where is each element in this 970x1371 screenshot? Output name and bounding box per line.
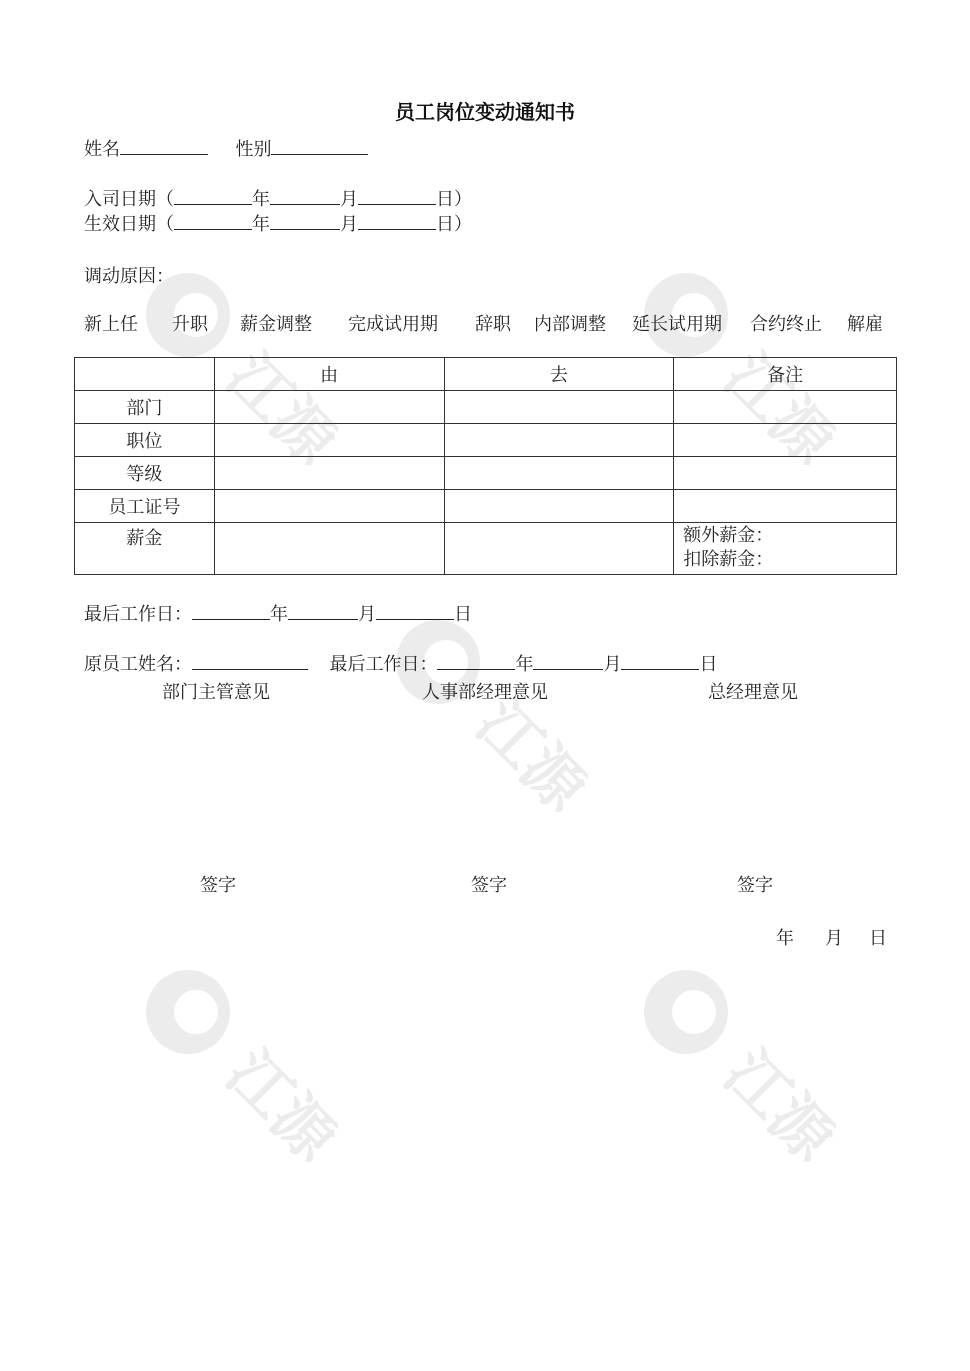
table-header-to: 去: [444, 358, 674, 391]
last-day-year-blank[interactable]: [192, 601, 270, 620]
effective-month-blank[interactable]: [270, 211, 340, 230]
day-label: 日: [454, 604, 472, 625]
department-remarks-cell[interactable]: [674, 391, 897, 424]
final-date-month: 月: [825, 928, 843, 949]
reason-option-解雇[interactable]: 解雇: [847, 314, 883, 335]
former-name-blank[interactable]: [192, 651, 308, 670]
effective-date-row: [84, 210, 472, 236]
year-label: 年: [252, 214, 270, 235]
former-month-blank[interactable]: [533, 651, 603, 670]
change-table: [74, 357, 897, 575]
extra-salary-label: 额外薪金：: [683, 525, 774, 546]
name-blank[interactable]: [120, 136, 208, 155]
join-date-label: 入司日期（: [84, 189, 174, 210]
effective-day-blank[interactable]: [358, 211, 436, 230]
gender-blank[interactable]: [271, 136, 368, 155]
table-row: [75, 457, 897, 490]
employee-id-to-cell[interactable]: [444, 490, 674, 523]
effective-date-label: 生效日期（: [84, 214, 174, 235]
reason-option-合约终止[interactable]: 合约终止: [750, 314, 822, 335]
table-header-row: [75, 358, 897, 391]
reason-option-升职[interactable]: 升职: [172, 314, 208, 335]
watermark-text: 江源: [462, 686, 588, 812]
row-label-employee-id: 员工证号: [75, 490, 215, 523]
position-from-cell[interactable]: [214, 424, 444, 457]
join-day-blank[interactable]: [358, 186, 436, 205]
former-name-label: 原员工姓名：: [84, 654, 192, 675]
former-employee-row: [84, 650, 717, 676]
dept-manager-opinion-label: 部门主管意见: [162, 682, 270, 703]
day-label: 日）: [436, 214, 472, 235]
join-year-blank[interactable]: [174, 186, 252, 205]
row-label-department: 部门: [75, 391, 215, 424]
year-label: 年: [252, 189, 270, 210]
last-working-day-label: 最后工作日：: [84, 604, 192, 625]
table-header-remarks: 备注: [674, 358, 897, 391]
day-label: 日）: [436, 189, 472, 210]
signature-label-hr: 签字: [471, 875, 507, 896]
month-label: 月: [603, 654, 622, 675]
row-label-grade: 等级: [75, 457, 215, 490]
watermark-logo: [138, 962, 338, 1162]
gender-label: 性别: [235, 139, 272, 160]
employee-id-from-cell[interactable]: [214, 490, 444, 523]
former-last-day-label: 最后工作日：: [329, 654, 438, 675]
last-day-day-blank[interactable]: [376, 601, 454, 620]
name-label: 姓名: [84, 139, 120, 160]
final-date-year: 年: [776, 928, 794, 949]
watermark-text: 江源: [212, 339, 338, 465]
position-remarks-cell[interactable]: [674, 424, 897, 457]
former-year-blank[interactable]: [437, 651, 515, 670]
reason-option-延长试用期[interactable]: 延长试用期: [632, 314, 722, 335]
row-label-salary: 薪金: [75, 523, 215, 575]
department-from-cell[interactable]: [214, 391, 444, 424]
table-row: [75, 523, 897, 575]
effective-year-blank[interactable]: [174, 211, 252, 230]
document-title: 员工岗位变动通知书: [395, 100, 575, 124]
department-to-cell[interactable]: [444, 391, 674, 424]
table-row: [75, 424, 897, 457]
reason-option-内部调整[interactable]: 内部调整: [534, 314, 606, 335]
last-working-day-row: [84, 600, 472, 626]
position-to-cell[interactable]: [444, 424, 674, 457]
join-date-row: [84, 185, 472, 211]
watermark-logo: [636, 962, 836, 1162]
month-label: 月: [340, 214, 358, 235]
hr-manager-opinion-label: 人事部经理意见: [422, 682, 548, 703]
employee-id-remarks-cell[interactable]: [674, 490, 897, 523]
watermark-text: 江源: [212, 1036, 338, 1162]
table-row: [75, 391, 897, 424]
table-row: [75, 490, 897, 523]
last-day-month-blank[interactable]: [288, 601, 358, 620]
grade-to-cell[interactable]: [444, 457, 674, 490]
reason-option-辞职[interactable]: 辞职: [475, 314, 511, 335]
reason-option-完成试用期[interactable]: 完成试用期: [348, 314, 438, 335]
former-day-blank[interactable]: [621, 651, 699, 670]
salary-remarks-cell[interactable]: [674, 523, 897, 575]
deducted-salary-label: 扣除薪金：: [683, 549, 774, 570]
salary-to-cell[interactable]: [444, 523, 674, 575]
final-date-day: 日: [869, 928, 887, 949]
month-label: 月: [340, 189, 358, 210]
year-label: 年: [515, 654, 534, 675]
day-label: 日: [699, 654, 718, 675]
watermark-text: 江源: [710, 1036, 836, 1162]
month-label: 月: [358, 604, 376, 625]
signature-label-dept: 签字: [200, 875, 236, 896]
reason-option-新上任[interactable]: 新上任: [84, 314, 138, 335]
year-label: 年: [270, 604, 288, 625]
table-header-blank: [75, 358, 215, 391]
salary-from-cell[interactable]: [214, 523, 444, 575]
signature-label-gm: 签字: [737, 875, 773, 896]
table-header-from: 由: [214, 358, 444, 391]
reason-label: 调动原因：: [84, 266, 174, 287]
grade-remarks-cell[interactable]: [674, 457, 897, 490]
row-label-position: 职位: [75, 424, 215, 457]
watermark-logo: [388, 612, 588, 812]
grade-from-cell[interactable]: [214, 457, 444, 490]
reason-option-薪金调整[interactable]: 薪金调整: [240, 314, 312, 335]
name-gender-row: [84, 135, 368, 161]
join-month-blank[interactable]: [270, 186, 340, 205]
general-manager-opinion-label: 总经理意见: [708, 682, 798, 703]
watermark-text: 江源: [710, 339, 836, 465]
